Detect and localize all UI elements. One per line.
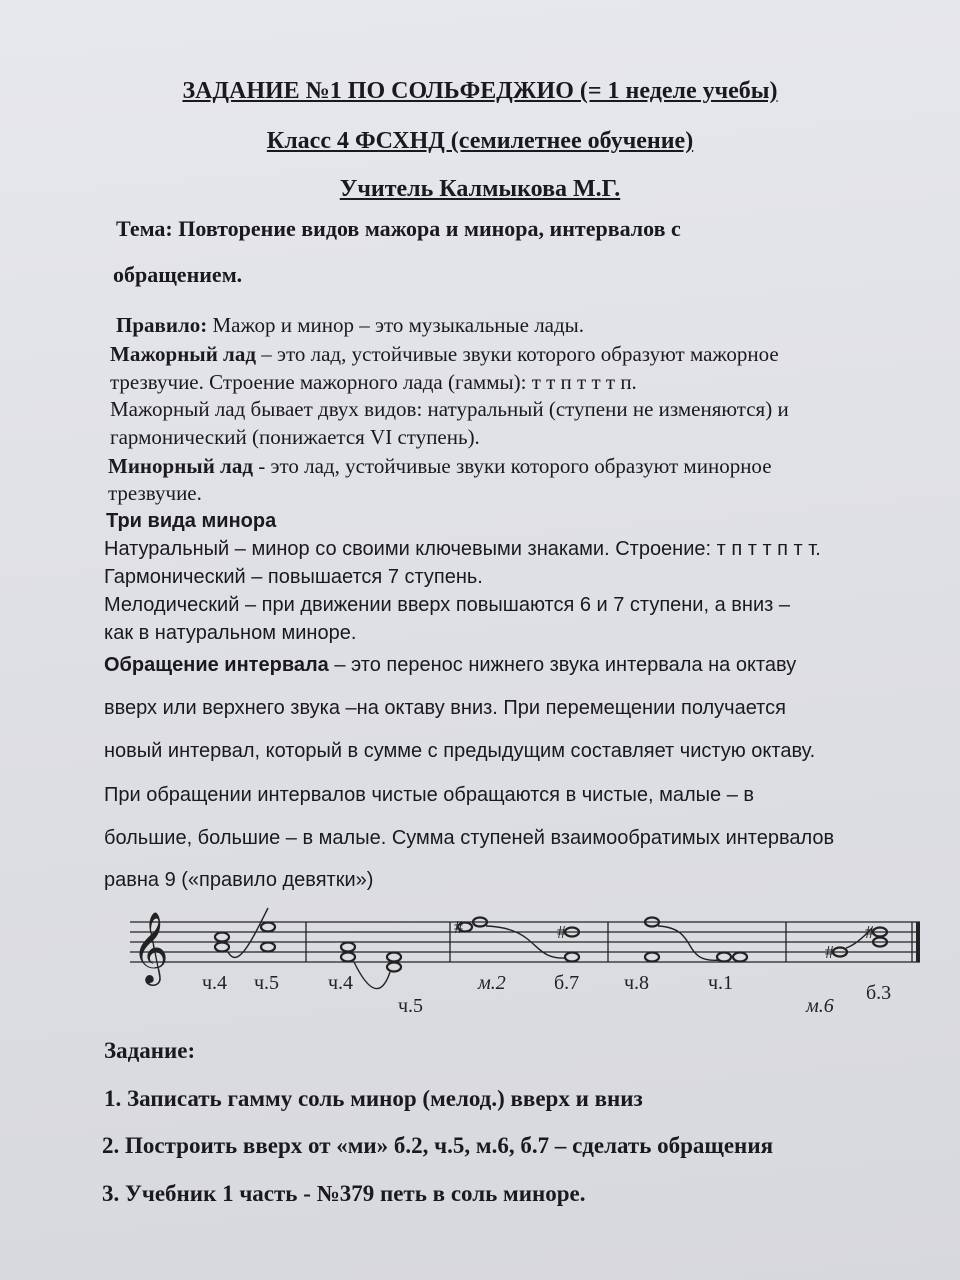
inversion-arrows [228,908,872,989]
sharp-icon: # [825,942,834,962]
major-line-4: гармонический (понижается VI ступень). [110,425,480,449]
minor-text-1: - это лад, устойчивые звуки которого образуют минорное [252,454,772,478]
theme-text-1: Повторение видов мажора и минора, интервалов с [172,216,681,241]
class-line: Класс 4 ФСХНД (семилетнее обучение) [266,128,694,154]
staff-lines [130,922,920,962]
inversion-line-1 [104,654,796,677]
interval-label: м.2 [478,972,506,994]
major-text-1: – это лад, устойчивые звуки которого образуют мажорное [255,342,779,366]
inversion-line-2: вверх или верхнего звука –на октаву вниз. При перемещении получается [104,697,786,719]
melodic-minor-line-2: как в натуральном миноре. [104,622,357,644]
major-line-1 [110,342,779,367]
interval-label: б.3 [866,982,892,1004]
tasks-heading: Задание: [104,1038,196,1063]
interval-label: ч.4 [328,972,354,994]
interval-label: ч.5 [398,995,424,1017]
interval-notation-staff [120,900,940,1030]
rule-label: Правило: [116,313,208,337]
theme-text-2: обращением. [113,262,243,287]
inversion-text-1: – это перенос нижнего звука интервала на октаву [328,654,797,676]
interval-label: ч.4 [202,972,228,994]
task-item-3: 3. Учебник 1 часть - №379 петь в соль миноре. [102,1181,586,1206]
teacher-line: Учитель Калмыкова М.Г. [339,176,621,202]
minor-line-2: трезвучие. [108,481,202,505]
accidentals [454,917,874,962]
interval-label: ч.8 [624,972,650,994]
minor-term: Минорный лад [108,454,253,478]
major-line-3: Мажорный лад бывает двух видов: натуральный (ступени не изменяются) и [110,397,789,421]
natural-minor-line: Натуральный – минор со своими ключевыми знаками. Строение: т п т т п т т. [104,538,821,560]
sharp-icon: # [454,917,463,937]
inversion-line-3: новый интервал, который в сумме с предыдущим составляет чистую октаву. [104,740,816,762]
interval-label: ч.5 [254,972,280,994]
interval-label: м.6 [806,995,834,1017]
rule-line [116,313,584,338]
inversion-line-5: большие, большие – в малые. Сумма ступеней взаимообратимых интервалов [104,827,835,849]
rule-text: Мажор и минор – это музыкальные лады. [207,313,585,337]
inversion-term: Обращение интервала [104,654,329,676]
task-item-2: 2. Построить вверх от «ми» б.2, ч.5, м.6, б.7 – сделать обращения [102,1133,774,1158]
inversion-line-6: равна 9 («правило девятки») [104,869,374,891]
melodic-minor-line-1: Мелодический – при движении вверх повышаются 6 и 7 ступени, а вниз – [104,594,790,616]
major-line-2: трезвучие. Строение мажорного лада (гаммы): т т п т т т п. [110,370,637,394]
interval-labels [202,972,891,1017]
harmonic-minor-line: Гармонический – повышается 7 ступень. [104,566,483,588]
sharp-icon: # [557,922,566,942]
task-item-1: 1. Записать гамму соль минор (мелод.) вверх и вниз [104,1086,643,1111]
interval-label: ч.1 [708,972,734,994]
theme-line-1 [116,216,681,242]
major-term: Мажорный лад [110,342,256,366]
page-title: ЗАДАНИЕ №1 ПО СОЛЬФЕДЖИО (= 1 неделе учебы) [182,78,778,104]
minor-line-1 [108,454,772,479]
treble-clef-icon: 𝄞 [132,914,169,982]
sharp-icon: # [865,922,874,942]
three-minor-heading: Три вида минора [106,510,277,532]
interval-label: б.7 [554,972,580,994]
inversion-line-4: При обращении интервалов чистые обращаются в чистые, малые – в [104,784,755,806]
theme-label: Тема: [116,216,173,241]
